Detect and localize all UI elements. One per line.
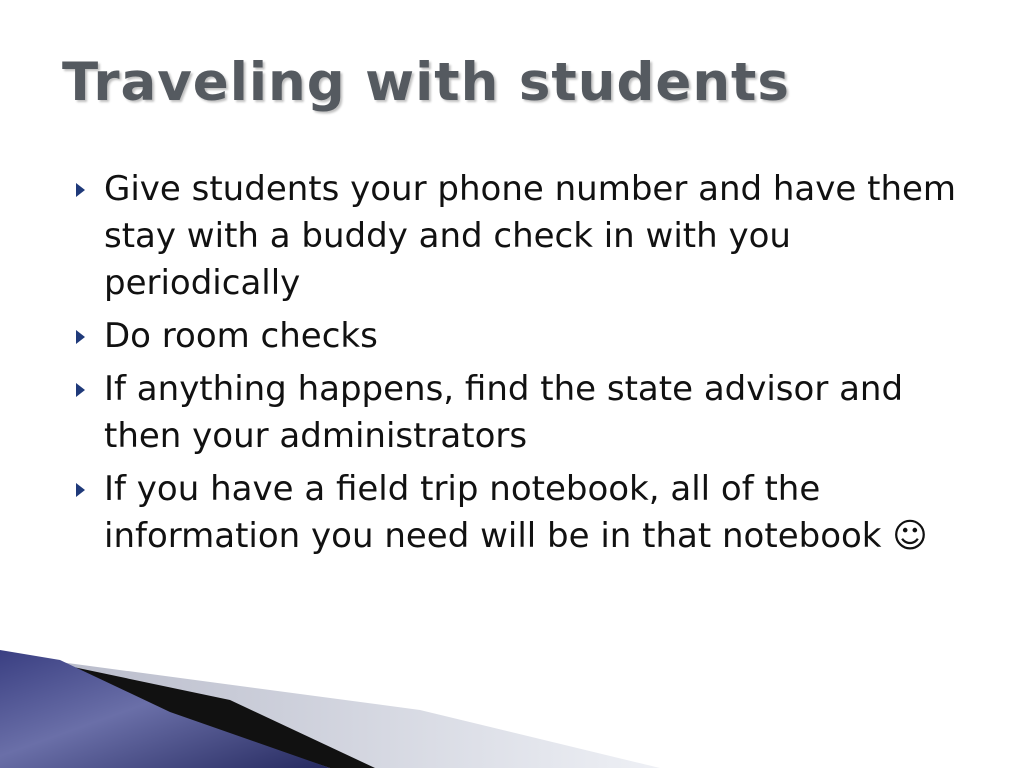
slide-title: Traveling with students (62, 52, 790, 113)
bullet-text: Give students your phone number and have them stay with a buddy and check in with you periodically (104, 169, 957, 303)
bullet-text: Do room checks (104, 316, 378, 356)
bullet-text: If anything happens, find the state advisor and then your administrators (104, 369, 904, 456)
bullet-text: If you have a field trip notebook, all of the information you need will be in that notebook ☺ (104, 469, 928, 556)
